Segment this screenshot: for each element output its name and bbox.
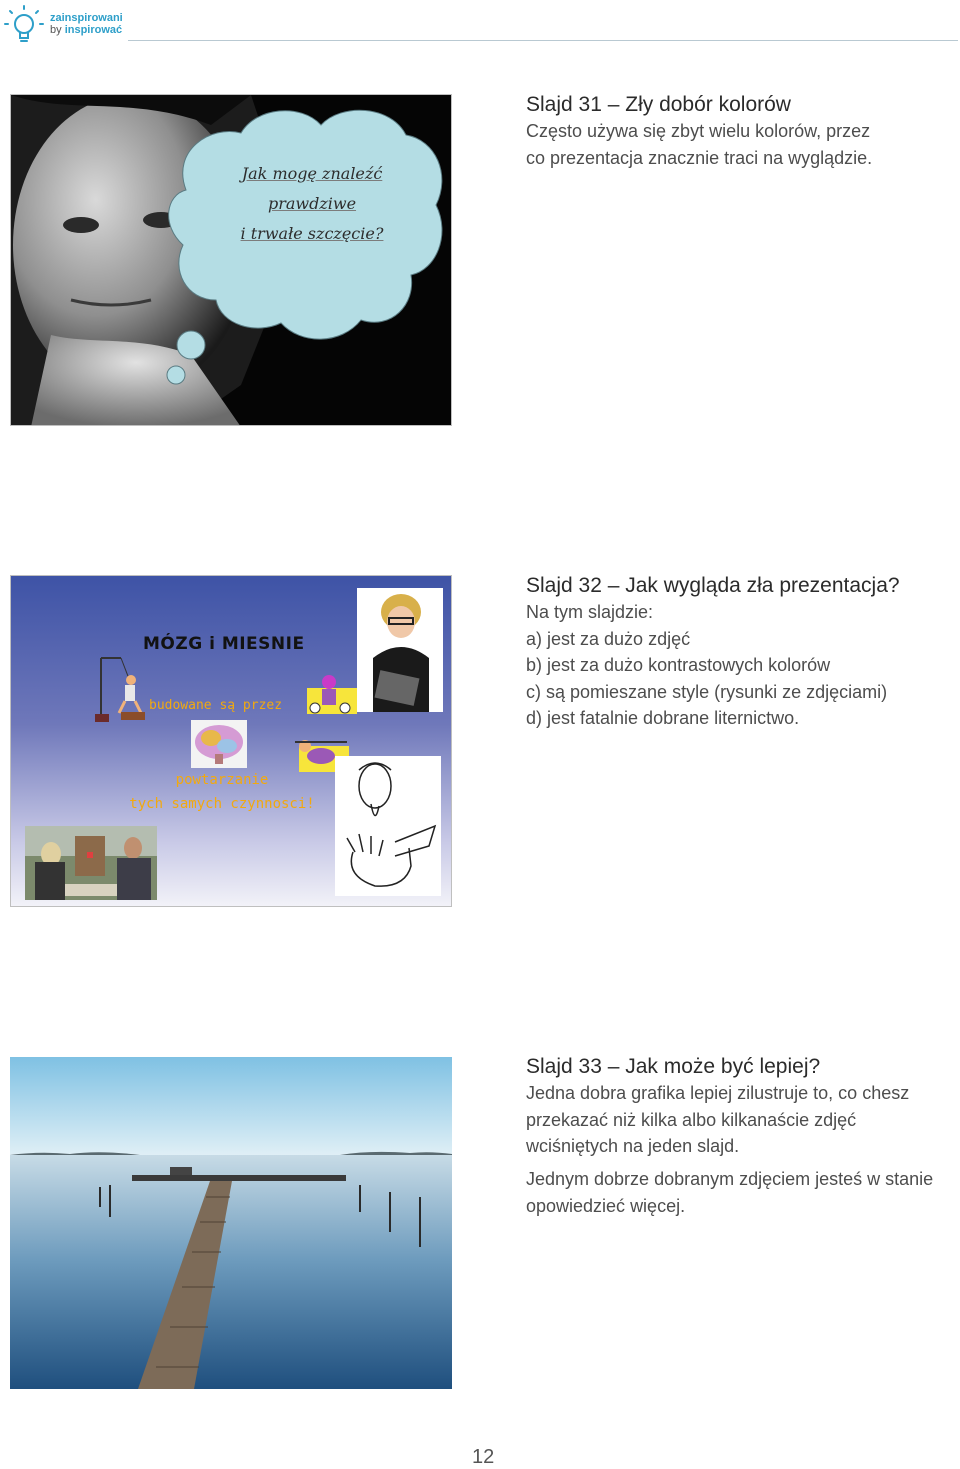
bubble-line-1: Jak mogę znaleźć xyxy=(241,164,383,183)
slide-31-description: Często używa się zbyt wielu kolorów, przez co prezentacja znacznie traci na wyglądzie. xyxy=(526,121,873,168)
slide-32-heading: MÓZG i MIESNIE xyxy=(143,634,305,654)
brand-word: inspirować xyxy=(64,24,123,36)
slide-33-description-2: Jednym dobrze dobranym zdjęciem jesteś w stanie opowiedzieć więcej. xyxy=(526,1169,934,1216)
weightlifter-clipart-icon xyxy=(95,654,151,724)
brand-name xyxy=(50,12,123,36)
header-divider xyxy=(128,40,958,41)
bubble-line-2: prawdziwe xyxy=(267,194,357,213)
brand-line-1: zainspirowani xyxy=(50,12,123,24)
brand-line-2 xyxy=(50,24,123,36)
slide-32-point-d: d) jest fatalnie dobrane liternictwo. xyxy=(526,708,800,728)
slide-33-image xyxy=(10,1057,452,1389)
slide-31-title: Slajd 31 – Zły dobór kolorów xyxy=(526,93,791,116)
slide-32-image xyxy=(10,575,452,907)
slide-32-point-a: a) jest za dużo zdjęć xyxy=(526,628,691,649)
slide-32-intro: Na tym slajdzie: xyxy=(526,602,654,622)
slide-32-point-c: c) są pomieszane style (rysunki ze zdjęciami) xyxy=(526,681,888,702)
chess-players-photo xyxy=(25,826,157,900)
lightbulb-logo-icon xyxy=(4,4,44,46)
repeat-line-1: powtarzanie xyxy=(175,772,269,788)
page-number: 12 xyxy=(472,1446,495,1468)
woman-photo-clipart xyxy=(357,588,443,712)
slide-32-built-text: budowane są przez xyxy=(149,698,283,713)
woman-portrait-illustration xyxy=(11,95,452,426)
slide-33-title: Slajd 33 – Jak może być lepiej? xyxy=(526,1055,821,1078)
slide-32-description xyxy=(526,599,946,732)
thought-bubble-text xyxy=(221,159,403,249)
pier-lake-photo xyxy=(10,1057,452,1389)
bodybuilder-clipart-icon xyxy=(307,672,357,720)
slide-32-repeat-text xyxy=(127,768,317,816)
repeat-line-2: tych samych czynnosci! xyxy=(129,796,315,812)
slide-33-description: Jedna dobra grafika lepiej zilustruje to, co chesz przekazać niż kilka albo kilkanaście zdjęć wciśniętych na jeden slajd. xyxy=(526,1083,910,1156)
bubble-line-3: i trwałe szczęcie? xyxy=(240,224,384,243)
brand-by: by xyxy=(50,24,62,36)
slide-32-point-b: b) jest za dużo kontrastowych kolorów xyxy=(526,655,831,675)
slide-32-title: Slajd 32 – Jak wygląda zła prezentacja? xyxy=(526,574,900,597)
man-sketch-clipart xyxy=(335,756,441,896)
brain-clipart-icon xyxy=(191,720,247,768)
slide-31-image xyxy=(10,94,452,426)
